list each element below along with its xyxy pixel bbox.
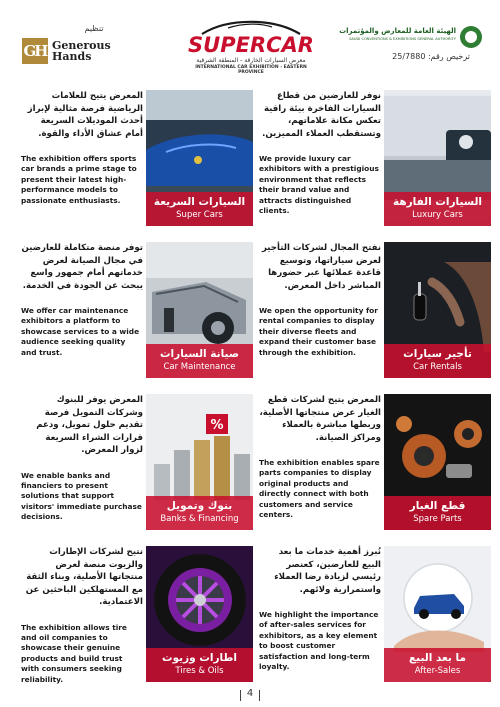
card-text [259, 90, 381, 216]
card-text [21, 242, 143, 358]
card-label-ar: اطارات وزيوت [162, 652, 237, 664]
card-label [384, 344, 491, 378]
supercar-logo [184, 20, 318, 75]
brand-subtitle-ar: معرض السيارات الخارقة - المنطقة الشرقية [196, 57, 306, 64]
card-desc-ar: المعرض يتيح لشركات قطع الغيار عرض منتجاتها الأصلية، وربطها مباشرة بالعملاء ومراكز الصيانة. [259, 395, 381, 443]
maintenance-photo [146, 242, 253, 378]
card-label-ar: بنوك وتمويل [166, 500, 233, 512]
organizer-logo-box [22, 36, 114, 66]
card-label-ar: السيارات السريعة [153, 196, 246, 208]
card-text [21, 546, 143, 685]
card-text [21, 394, 143, 523]
card-text [259, 394, 381, 520]
card-luxury-cars [252, 90, 491, 226]
card-desc-ar: نتيح لشركات الإطارات والزيوت منصة لعرض منتجاتها الأصلية، وبناء الثقة مع المستهلكين الباحثين عن الاعتمادية. [25, 547, 143, 607]
svg-text:%: % [210, 418, 224, 433]
organizer-name-line2: Hands [52, 50, 92, 63]
coins-photo [146, 394, 253, 530]
card-car-maintenance [14, 242, 253, 378]
card-label-en: Banks & Financing [160, 514, 239, 524]
brand-subtitle-en: INTERNATIONAL CAR EXHIBITION - EASTERN PROVINCE [195, 65, 307, 75]
spare-parts-photo [384, 394, 491, 530]
super-car-photo [146, 90, 253, 226]
card-label-en: Car Maintenance [163, 362, 236, 372]
card-banks-financing [14, 394, 253, 530]
card-text [259, 242, 381, 358]
organizer-label: تنظيم [84, 24, 104, 33]
card-label [146, 344, 253, 378]
page-number: 4 [236, 688, 264, 699]
card-desc-ar: نُبرز أهمية خدمات ما بعد البيع للعارضين، كعنصر رئيسي لزيادة رضا العملاء واستمرارية ولائهم. [274, 547, 381, 595]
card-desc-en: We enable banks and financiers to present solutions that support visitors' immediate purchase decisions. [21, 470, 142, 522]
organizer-logo [22, 24, 114, 68]
luxury-car-photo [384, 90, 491, 226]
card-text [259, 546, 381, 672]
tire-wheel-photo [146, 546, 253, 682]
card-desc-en: We offer car maintenance exhibitors a platform to showcase services to a wide audience seeking quality and trust. [21, 306, 140, 357]
authority-logo [339, 24, 482, 66]
card-desc-en: The exhibition allows tire and oil companies to showcase their genuine products and build trust with consumers seeking reliability. [21, 622, 127, 684]
authority-emblem-icon [460, 26, 482, 48]
card-label-ar: ما بعد البيع [409, 652, 466, 664]
car-key-photo [384, 242, 491, 378]
card-label [146, 648, 253, 682]
card-desc-ar: توفر منصة متكاملة للعارضين في مجال الصيانة لعرض خدماتهم أمام جمهور واسع يبحث عن الجودة في الخدمة. [21, 243, 143, 291]
card-desc-en: We provide luxury car exhibitors with a prestigious environment that reflects their brand value and attracts distinguished clients. [259, 154, 379, 216]
card-desc-ar: نفتح المجال لشركات التأجير لعرض سياراتها، وتوسيع قاعدة عملائها عبر حضورها المباشر داخل المعرض. [261, 243, 381, 291]
card-tires-oils [14, 546, 253, 682]
card-label-en: Car Rentals [413, 362, 462, 372]
card-label-ar: صيانة السيارات [160, 348, 239, 360]
car-in-hand-photo [384, 546, 491, 682]
brand-name: SUPERCAR [188, 33, 314, 57]
card-car-rentals [252, 242, 491, 378]
card-label [384, 192, 491, 226]
card-label-ar: قطع الغيار [409, 500, 466, 512]
card-label-en: Super Cars [176, 210, 223, 220]
authority-name-ar: الهيئة العامة للمعارض والمؤتمرات [339, 27, 456, 35]
card-label-ar: السيارات الفارهة [392, 196, 483, 208]
organizer-mark: GH [22, 38, 48, 64]
card-desc-en: We highlight the importance of after-sales services for exhibitors, as a key element to boost customer satisfaction and long-term loyalty. [259, 610, 379, 672]
card-text [21, 90, 143, 206]
card-label [384, 496, 491, 530]
authority-name-en: SAUDI CONVENTIONS & EXHIBITIONS GENERAL AUTHORITY [349, 37, 456, 41]
card-label-en: Luxury Cars [412, 210, 463, 220]
card-desc-en: The exhibition offers sports car brands a prime stage to present their latest high-performance models to passionate enthusiasts. [21, 154, 137, 205]
card-label [146, 192, 253, 226]
card-label-en: Tires & Oils [175, 666, 224, 676]
organizer-name-line1: Generous [52, 39, 111, 52]
card-label [384, 648, 491, 682]
card-after-sales [252, 546, 491, 682]
card-desc-en: We open the opportunity for rental companies to display their diverse fleets and expand their customer base through the exhibition. [259, 306, 378, 357]
card-super-cars [14, 90, 253, 226]
card-label [146, 496, 253, 530]
card-label-en: Spare Parts [413, 514, 462, 524]
organizer-name [52, 40, 111, 62]
card-desc-ar: المعرض يتيح للعلامات الرياضية فرصة مثالية لإبراز أحدث الموديلات السريعة أمام عشاق الأداء والقوة. [27, 91, 143, 139]
card-label-ar: تأجير سيارات [403, 348, 472, 360]
page-header [0, 0, 500, 86]
card-desc-en: The exhibition enables spare parts companies to display original products and directly connect with both customers and service centers. [259, 458, 380, 520]
card-desc-ar: المعرض يوفر للبنوك وشركات التمويل فرصة تقديم حلول تمويل، ودعم قرارات الشراء السريعة لزوار المعرض. [36, 395, 143, 455]
card-spare-parts [252, 394, 491, 530]
card-label-en: After-Sales [414, 666, 461, 676]
card-desc-ar: نوفر للعارضين من قطاع السيارات الفاخرة بيئة راقية تعكس مكانة علاماتهم، وتستقطب العملاء المميزين. [262, 91, 381, 139]
license-number: ترخيص رقم: 25/7880 [392, 52, 470, 61]
